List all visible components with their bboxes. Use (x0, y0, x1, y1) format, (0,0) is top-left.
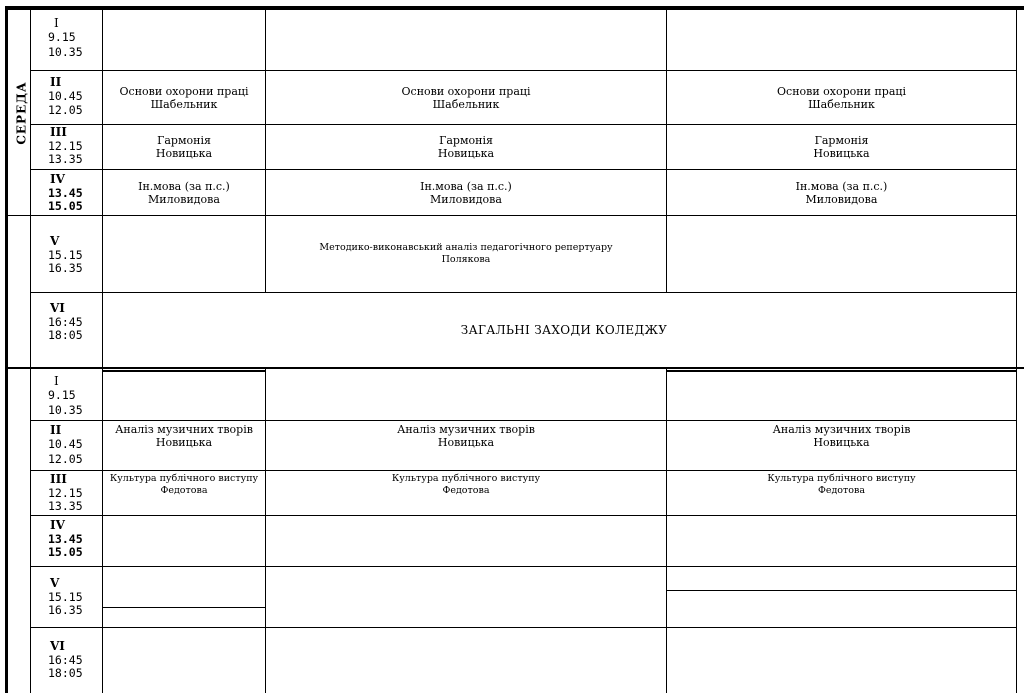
lesson-cell: Аналіз музичних творів Новицька (115, 423, 253, 449)
time-slot: VI 16:45 18:05 (48, 301, 83, 342)
row-line (30, 515, 1017, 516)
lesson-cell: Культура публічного виступу Федотова (109, 473, 259, 496)
lesson-cell: Основи охорони праці Шабельник (777, 84, 906, 111)
time-slot: I 9.15 10.35 (48, 374, 83, 417)
row-line (666, 590, 1017, 591)
time-slot: III 12.15 13.35 (48, 125, 83, 166)
row-line (30, 566, 1017, 567)
time-slot: IV 13.45 15.05 (48, 172, 83, 213)
lesson-cell: Культура публічного виступу Федотова (767, 473, 916, 496)
lesson-cell: Основи охорони праці Шабельник (119, 84, 249, 111)
time-slot: VI 16:45 18:05 (48, 639, 83, 680)
block2-top-line (666, 370, 1017, 372)
lesson-cell: Методико-виконавський аналіз педагогічного репертуару Полякова (319, 242, 613, 265)
group-divider-1-b2 (265, 369, 266, 693)
lesson-cell: Аналіз музичних творів Новицька (397, 423, 535, 449)
group-divider-2-b2 (666, 369, 667, 693)
lesson-cell: Гармонія Новицька (155, 134, 213, 160)
time-slot: II 10.45 12.05 (48, 423, 83, 466)
top-border (6, 6, 1024, 10)
lesson-cell: Ін.мова (за п.с.) Миловидова (420, 179, 512, 206)
day-column-divider (30, 10, 31, 693)
lesson-cell: Ін.мова (за п.с.) Миловидова (138, 179, 230, 206)
lesson-cell: Культура публічного виступу Федотова (391, 473, 541, 496)
block2-top-line (102, 370, 266, 372)
row-line (30, 627, 1017, 628)
lesson-cell: Гармонія Новицька (813, 134, 870, 160)
lesson-cell: Основи охорони праці Шабельник (401, 84, 531, 111)
row-line (102, 607, 266, 608)
outer-left-border (5, 6, 8, 693)
time-slot: III 12.15 13.35 (48, 472, 83, 513)
block-separator (5, 367, 1024, 369)
day-label: СЕРЕДА (15, 81, 29, 145)
lesson-cell: Гармонія Новицька (437, 134, 495, 160)
time-slot: V 15.15 16.35 (48, 234, 83, 275)
lesson-cell: Ін.мова (за п.с.) Миловидова (795, 179, 888, 206)
lesson-cell: Аналіз музичних творів Новицька (772, 423, 911, 449)
time-slot: I 9.15 10.35 (48, 16, 83, 59)
time-slot: V 15.15 16.35 (48, 576, 83, 617)
time-slot: IV 13.45 15.05 (48, 518, 83, 559)
college-events-banner: ЗАГАЛЬНІ ЗАХОДИ КОЛЕДЖУ (460, 323, 668, 337)
time-slot: II 10.45 12.05 (48, 75, 83, 117)
